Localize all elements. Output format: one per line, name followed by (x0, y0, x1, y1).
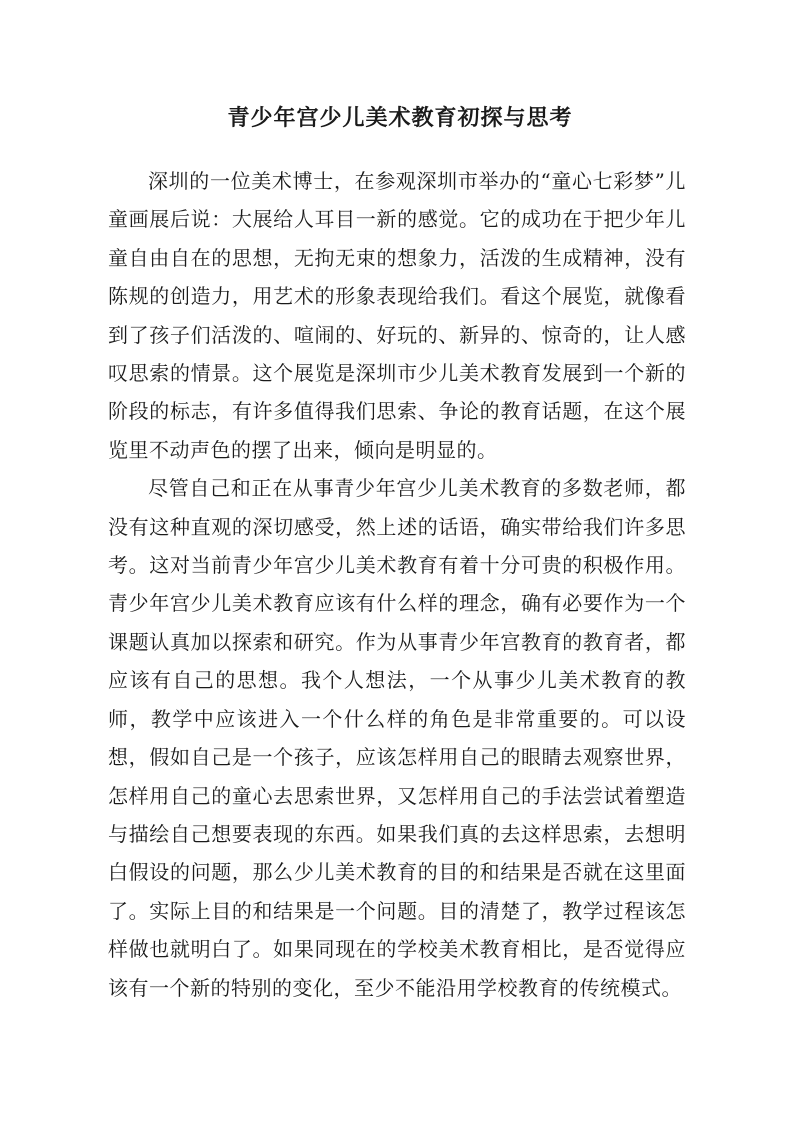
paragraph-2: 尽管自己和正在从事青少年宫少儿美术教育的多数老师，都没有这种直观的深切感受，然上述的话语，确实带给我们许多思考。这对当前青少年宫少儿美术教育有着十分可贵的积极作用。青少年宫少儿美术教育应该有什么样的理念，确有必要作为一个课题认真加以探索和研究。作为从事青少年宫教育的教育者，都应该有自己的思想。我个人想法，一个从事少儿美术教育的教师，教学中应该进入一个什么样的角色是非常重要的。可以设想，假如自己是一个孩子，应该怎样用自己的眼睛去观察世界，怎样用自己的童心去思索世界，又怎样用自己的手法尝试着塑造与描绘自己想要表现的东西。如果我们真的去这样思索，去想明白假设的问题，那么少儿美术教育的目的和结果是否就在这里面了。实际上目的和结果是一个问题。目的清楚了，教学过程该怎样做也就明白了。如果同现在的学校美术教育相比，是否觉得应该有一个新的特别的变化，至少不能沿用学校教育的传统模式。 (108, 476, 686, 1000)
document-body (108, 162, 686, 1007)
paragraph-1: 深圳的一位美术博士，在参观深圳市举办的“童心七彩梦”儿童画展后说：大展给人耳目一新的感觉。它的成功在于把少年儿童自由自在的思想，无拘无束的想象力，活泼的生成精神，没有陈规的创造力，用艺术的形象表现给我们。看这个展览，就像看到了孩子们活泼的、喧闹的、好玩的、新异的、惊奇的，让人感叹思索的情景。这个展览是深圳市少儿美术教育发展到一个新的阶段的标志，有许多值得我们思索、争论的教育话题，在这个展览里不动声色的摆了出来，倾向是明显的。 (108, 169, 686, 462)
page-title: 青少年宫少儿美术教育初探与思考 (227, 105, 573, 131)
